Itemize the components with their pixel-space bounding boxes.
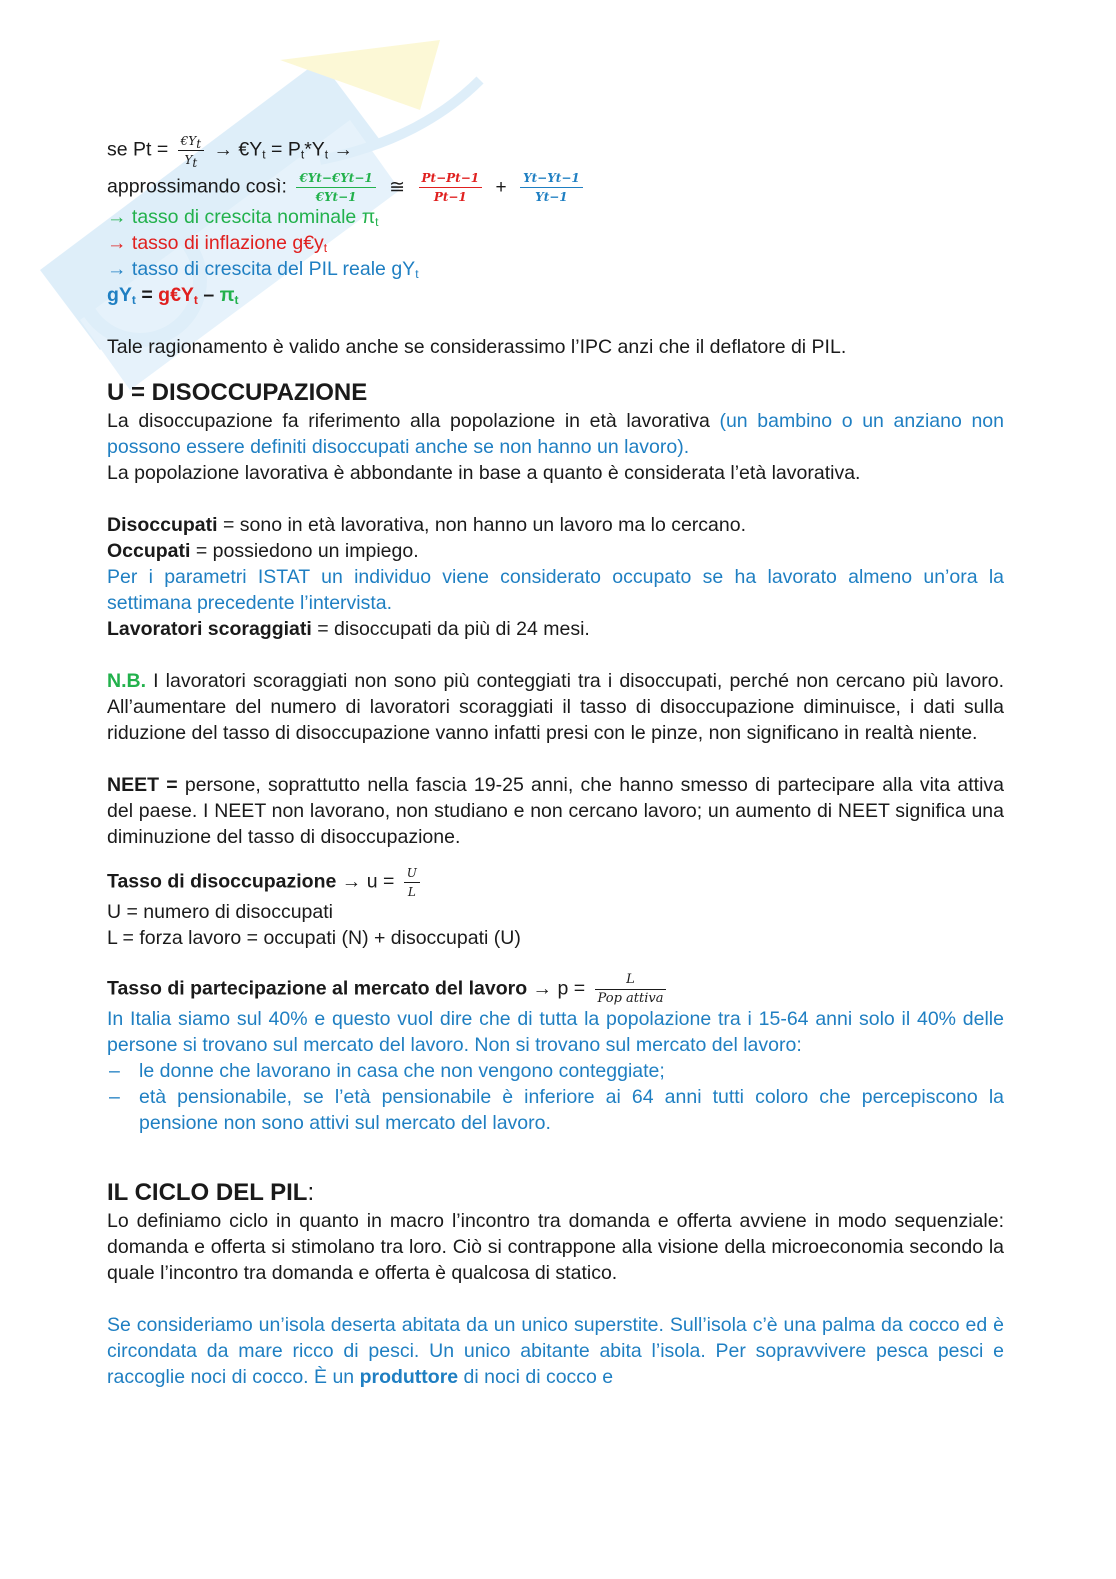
fraction-pt: $\frac{€Y_t}{Y_t}$ [178,134,204,167]
fraction-l-pop: $\frac{L}{\text{Pop attiva}}$ [595,973,667,1006]
paragraph-definition: La disoccupazione fa riferimento alla popolazione in età lavorativa (un bambino o un anziano non possono essere definiti disoccupati anche se non hanno un lavoro). [107,410,1004,458]
formula-text: se Pt = [107,138,169,161]
def-disoccupati: Disoccupati = sono in età lavorativa, non hanno un lavoro ma lo cercano. [107,514,746,536]
island-paragraph: Se consideriamo un’isola deserta abitata da un unico superstite. Sull’isola c’è una palma da cocco ed è circondata da mare ricco di pesci. Un unico abitante abita l’isola. Per sopravvivere pesca pesci e raccoglie noci di cocco. È un produttore di noci di cocco e [107,1314,1004,1388]
list-item: – le donne che lavorano in casa che non vengono conteggiate; [107,1058,1004,1084]
rate-nominal: → tasso di crescita nominale $\pi_t$ [107,206,379,229]
participation-list [107,1058,1004,1136]
pil-paragraph: Lo definiamo ciclo in quanto in macro l’incontro tra domanda e offerta avviene in modo sequenziale: domanda e offerta si stimolano tra loro. Ciò si contrappone alla visione della microeconomia secondo la quale l’incontro tra domanda e offerta è qualcosa di statico. [107,1210,1004,1284]
formula-approx: approssimando così: $\frac{€Yt-€Yt-1}{€Yt-1}$ ≅ $\frac{Pt-Pt-1}{Pt-1}$ + $\frac{Yt-Yt-1}{Yt-1}$ [107,171,1004,204]
approx-label: approssimando così: [107,175,287,198]
def-occupati: Occupati = possiedono un impiego. [107,540,419,562]
paragraph-labor-pop: La popolazione lavorativa è abbondante in base a quanto è considerata l’età lavorativa. [107,462,861,484]
ipc-note: Tale ragionamento è valido anche se considerassimo l’IPC anzi che il deflatore di PIL. [107,336,847,358]
tasso-partecipazione: Tasso di partecipazione al mercato del lavoro → p = $\frac{L}{\text{Pop attiva}}$ [107,973,1004,1006]
neet-paragraph: NEET = persone, soprattutto nella fascia 19-25 anni, che hanno smesso di partecipare alla vita attiva del paese. I NEET non lavorano, non studiano e non cercano lavoro; un aumento di NEET significa una diminuzione del tasso di disoccupazione. [107,774,1005,848]
document-page [107,130,1004,1390]
growth-equation: $gY_t$ = $g€Y_t - \pi_t$ [107,284,239,307]
tasso-disoccupazione: Tasso di disoccupazione → u = $\frac{U}{L}$ [107,866,1004,899]
rate-inflation: → tasso di inflazione $g€y_t$ [107,232,328,255]
fraction-inflation: $\frac{Pt-Pt-1}{Pt-1}$ [419,171,483,204]
section-title-disoccupazione: U = DISOCCUPAZIONE [107,379,368,406]
istat-note: Per i parametri ISTAT un individuo viene considerato occupato se ha lavorato almeno un’ora la settimana precedente l’intervista. [107,566,1004,614]
l-definition: L = forza lavoro = occupati (N) + disoccupati (U) [107,927,521,949]
nb-paragraph: N.B. I lavoratori scoraggiati non sono più conteggiati tra i disoccupati, perché non cercano più lavoro. All’aumentare del numero di lavoratori scoraggiati il tasso di disoccupazione diminuisce, i dati sulla riduzione del tasso di disoccupazione vanno infatti presi con le pinze, non significano in realtà niente. [107,670,1004,744]
list-item: – età pensionabile, se l’età pensionabile è inferiore ai 64 anni tutti coloro che percepiscono la pensione non sono attivi sul mercato del lavoro. [107,1084,1004,1136]
section-title-ciclo-pil: IL CICLO DEL PIL: [107,1179,315,1206]
rate-real: → tasso di crescita del PIL reale $gY_t$ [107,258,419,281]
formula-pt: se Pt = $\frac{€Y_t}{Y_t}$ → $€Y_t = P_t*Y_t$ → [107,134,354,170]
fraction-u-l: $\frac{U}{L}$ [404,866,420,899]
u-definition: U = numero di disoccupati [107,901,333,923]
fraction-real: $\frac{Yt-Yt-1}{Yt-1}$ [520,171,583,204]
italia-paragraph: In Italia siamo sul 40% e questo vuol dire che di tutta la popolazione tra i 15-64 anni solo il 40% delle persone si trovano sul mercato del lavoro. Non si trovano sul mercato del lavoro: [107,1008,1004,1056]
def-scoraggiati: Lavoratori scoraggiati = disoccupati da più di 24 mesi. [107,618,590,640]
fraction-nominal: $\frac{€Yt-€Yt-1}{€Yt-1}$ [296,171,375,204]
